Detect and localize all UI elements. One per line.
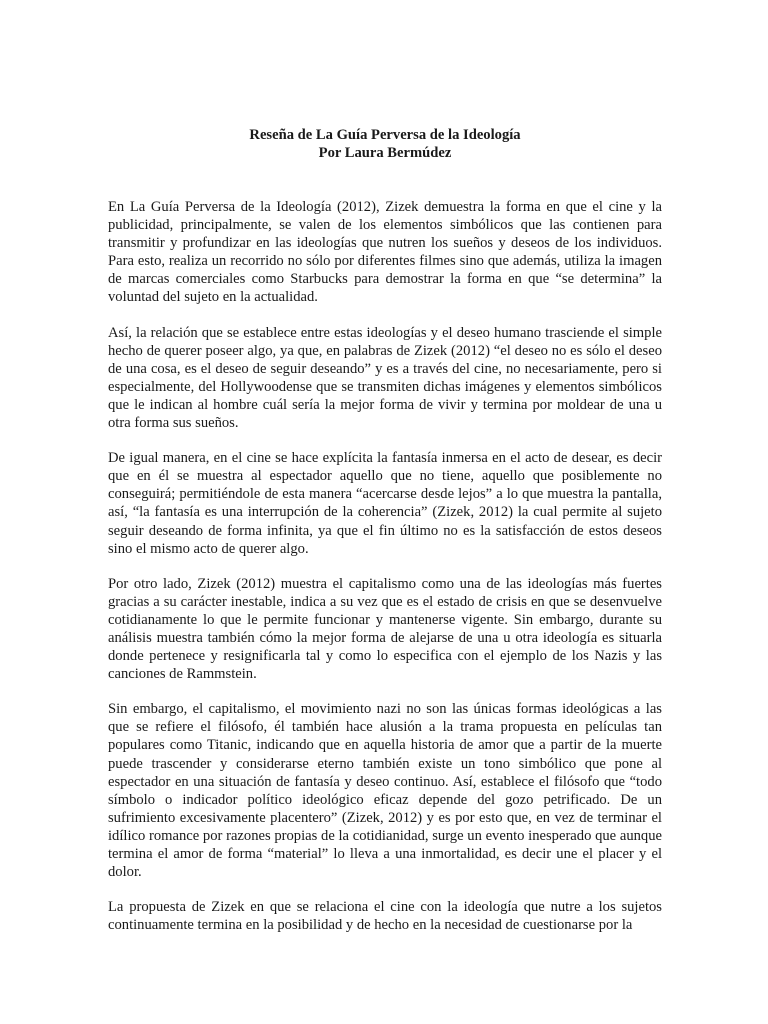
author-line: Por Laura Bermúdez [318, 145, 452, 161]
paragraph-3: De igual manera, en el cine se hace explícita la fantasía inmersa en el acto de desear, es decir que en él se muestra al espectador aquello que no tiene, aquello que posiblemente no conseguirá; permitiéndole de esta manera “acercarse desde lejos” a lo que muestra la pantalla, así, “la fantasía es una interrupción de la coherencia” (Zizek, 2012) la cual permite al sujeto seguir deseando de forma infinita, ya que el fin último no es la satisfacción de estos deseos sino el mismo acto de querer algo. [108, 450, 662, 557]
paragraph-5: Sin embargo, el capitalismo, el movimiento nazi no son las únicas formas ideológicas a las que se refiere el filósofo, él también hace alusión a la trama propuesta en películas tan populares como Titanic, indicando que en aquella historia de amor que a partir de la muerte puede trascender y considerarse eterno también existe un tono simbólico que pone al espectador en una situación de fantasía y deseo continuo. Así, establece el filósofo que “todo símbolo o indicador político ideológico eficaz depende del gozo petrificado. De un sufrimiento excesivamente placentero” (Zizek, 2012) y es por esto que, en vez de terminar el idílico romance por razones propias de la cotidianidad, surge un evento inesperado que aunque termina el amor de forma “material” lo lleva a una inmortalidad, es decir une el placer y el dolor. [108, 701, 662, 881]
document-heading [108, 126, 662, 162]
paragraph-2: Así, la relación que se establece entre estas ideologías y el deseo humano trasciende el simple hecho de querer poseer algo, ya que, en palabras de Zizek (2012) “el deseo no es sólo el deseo de una cosa, es el deseo de seguir deseando” y es a través del cine, no necesariamente, pero si especialmente, del Hollywoodense que se transmiten dichas imágenes y elementos simbólicos que le indican al hombre cuál sería la mejor forma de vivir y termina por moldear de una u otra forma sus sueños. [108, 324, 662, 432]
paragraph-1: En La Guía Perversa de la Ideología (2012), Zizek demuestra la forma en que el cine y la publicidad, principalmente, se valen de los elementos simbólicos que las contienen para transmitir y profundizar en las ideologías que nutren los sueños y deseos de los individuos. Para esto, realiza un recorrido no sólo por diferentes filmes sino que además, utiliza la imagen de marcas comerciales como Starbucks para demostrar la forma en que “se determina” la voluntad del sujeto en la actualidad. [108, 199, 662, 306]
paragraph-6: La propuesta de Zizek en que se relaciona el cine con la ideología que nutre a los sujetos continuamente termina en la posibilidad y de hecho en la necesidad de cuestionarse por la [108, 899, 662, 934]
paragraph-4: Por otro lado, Zizek (2012) muestra el capitalismo como una de las ideologías más fuertes gracias a su carácter inestable, indica a su vez que es el estado de crisis en que se desenvuelve cotidianamente lo que le permite funcionar y mantenerse vigente. Sin embargo, durante su análisis muestra también cómo la mejor forma de alejarse de una u otra ideología es situarla donde pertenece y resignificarla tal y como lo especifica con el ejemplo de los Nazis y las canciones de Rammstein. [108, 575, 662, 683]
document-body [108, 198, 662, 951]
document-title: Reseña de La Guía Perversa de la Ideología [249, 127, 521, 143]
